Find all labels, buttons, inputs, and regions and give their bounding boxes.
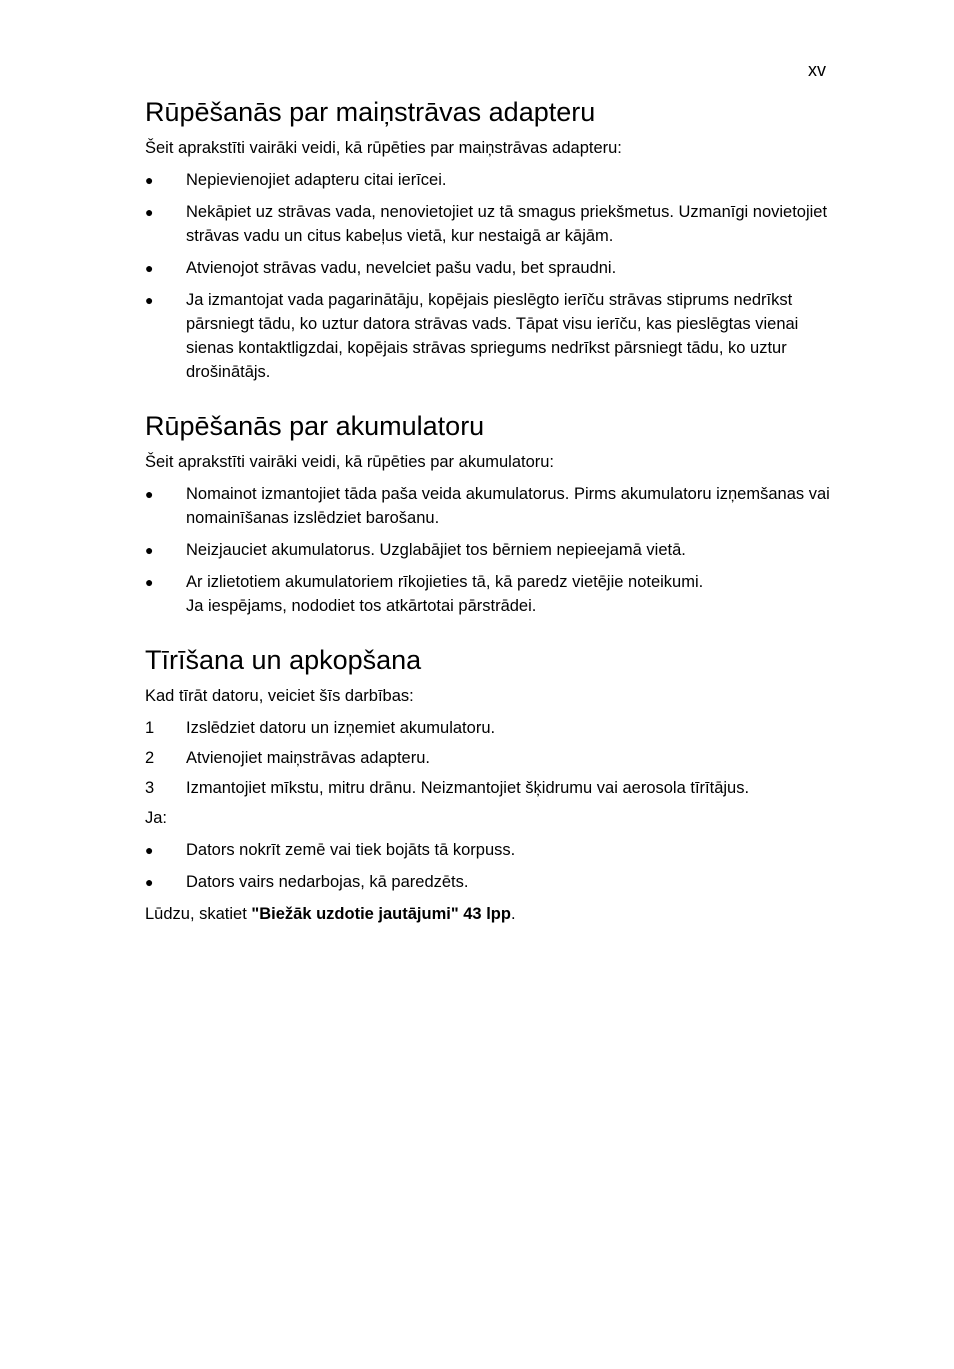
list-item-text: Neizjauciet akumulatorus. Uzglabājiet tos bērniem nepieejamā vietā. — [186, 541, 686, 559]
list-item-text: Nekāpiet uz strāvas vada, nenovietojiet uz tā smagus priekšmetus. Uzmanīgi novietojiet strāvas vadu un citus kabeļus vietā, kur nestaigā ar kājām. — [186, 203, 828, 245]
section-title: Tīrīšana un apkopšana — [145, 645, 422, 675]
step-number: 1 — [145, 719, 155, 737]
step-number: 3 — [145, 779, 155, 797]
list-item — [145, 870, 835, 894]
list-item — [145, 776, 835, 800]
list-item-text: Ar izlietotiem akumulatoriem rīkojieties tā, kā paredz vietējie noteikumi. — [186, 573, 704, 591]
bullet-icon: ● — [145, 574, 154, 590]
numbered-list — [145, 716, 835, 800]
bullet-list — [145, 168, 835, 384]
reference-paragraph — [145, 902, 835, 926]
list-item-text: Ja izmantojat vada pagarinātāju, kopējais pieslēgto ierīču strāvas stiprums nedrīkst pārsniegt tādu, ko uztur datora strāvas vads. Tāpat visu ierīču, kas pieslēgtas vienai sienas kontaktligzdai, kopējais strāvas spriegums nedrīkst pārsniegt tādu, ko uztur drošinātājs. — [186, 291, 799, 381]
list-item-text: Nepievienojiet adapteru citai ierīcei. — [186, 171, 447, 189]
reference-suffix: . — [510, 905, 516, 923]
list-item — [145, 482, 835, 530]
bullet-list — [145, 482, 835, 618]
list-item — [145, 838, 835, 862]
section-intro: Kad tīrāt datoru, veiciet šīs darbības: — [145, 687, 414, 705]
bullet-icon: ● — [145, 842, 154, 858]
list-item — [145, 570, 835, 618]
bullet-icon: ● — [145, 172, 154, 188]
section-ac-adapter — [145, 92, 835, 384]
section-title: Rūpēšanās par akumulatoru — [145, 411, 485, 441]
bullet-icon: ● — [145, 292, 154, 308]
bullet-icon: ● — [145, 486, 154, 502]
list-item — [145, 716, 835, 740]
list-item — [145, 168, 835, 192]
bullet-icon: ● — [145, 542, 154, 558]
list-item-text: Izslēdziet datoru un izņemiet akumulatoru. — [186, 719, 496, 737]
list-item-text: Dators nokrīt zemē vai tiek bojāts tā korpuss. — [186, 841, 516, 859]
section-intro: Šeit aprakstīti vairāki veidi, kā rūpēties par maiņstrāvas adapteru: — [145, 139, 622, 157]
bullet-icon: ● — [145, 260, 154, 276]
reference-prefix: Lūdzu, skatiet — [145, 905, 252, 923]
list-item — [145, 746, 835, 770]
step-number: 2 — [145, 749, 155, 767]
section-intro: Šeit aprakstīti vairāki veidi, kā rūpēties par akumulatoru: — [145, 453, 555, 471]
reference-link[interactable]: "Biežāk uzdotie jautājumi" 43 lpp — [251, 905, 511, 923]
list-item — [145, 200, 835, 248]
list-item-text: Atvienojot strāvas vadu, nevelciet pašu vadu, bet spraudni. — [186, 259, 617, 277]
ja-label: Ja: — [145, 809, 168, 827]
list-item-text: Dators vairs nedarbojas, kā paredzēts. — [186, 873, 469, 891]
list-item-text: Atvienojiet maiņstrāvas adapteru. — [186, 749, 430, 767]
page-number: xv — [808, 60, 826, 80]
bullet-icon: ● — [145, 874, 154, 890]
list-item — [145, 288, 835, 384]
document-content — [145, 92, 835, 934]
list-item-text: Izmantojiet mīkstu, mitru drānu. Neizmantojiet šķidrumu vai aerosola tīrītājus. — [186, 779, 750, 797]
bullet-icon: ● — [145, 204, 154, 220]
list-item-text-continued: Ja iespējams, nododiet tos atkārtotai pārstrādei. — [186, 597, 537, 615]
section-title: Rūpēšanās par maiņstrāvas adapteru — [145, 97, 596, 127]
bullet-list — [145, 838, 835, 894]
section-battery — [145, 406, 835, 618]
list-item — [145, 256, 835, 280]
list-item — [145, 538, 835, 562]
section-cleaning — [145, 640, 835, 926]
list-item-text: Nomainot izmantojiet tāda paša veida akumulatorus. Pirms akumulatoru izņemšanas vai nomainīšanas izslēdziet barošanu. — [186, 485, 830, 527]
